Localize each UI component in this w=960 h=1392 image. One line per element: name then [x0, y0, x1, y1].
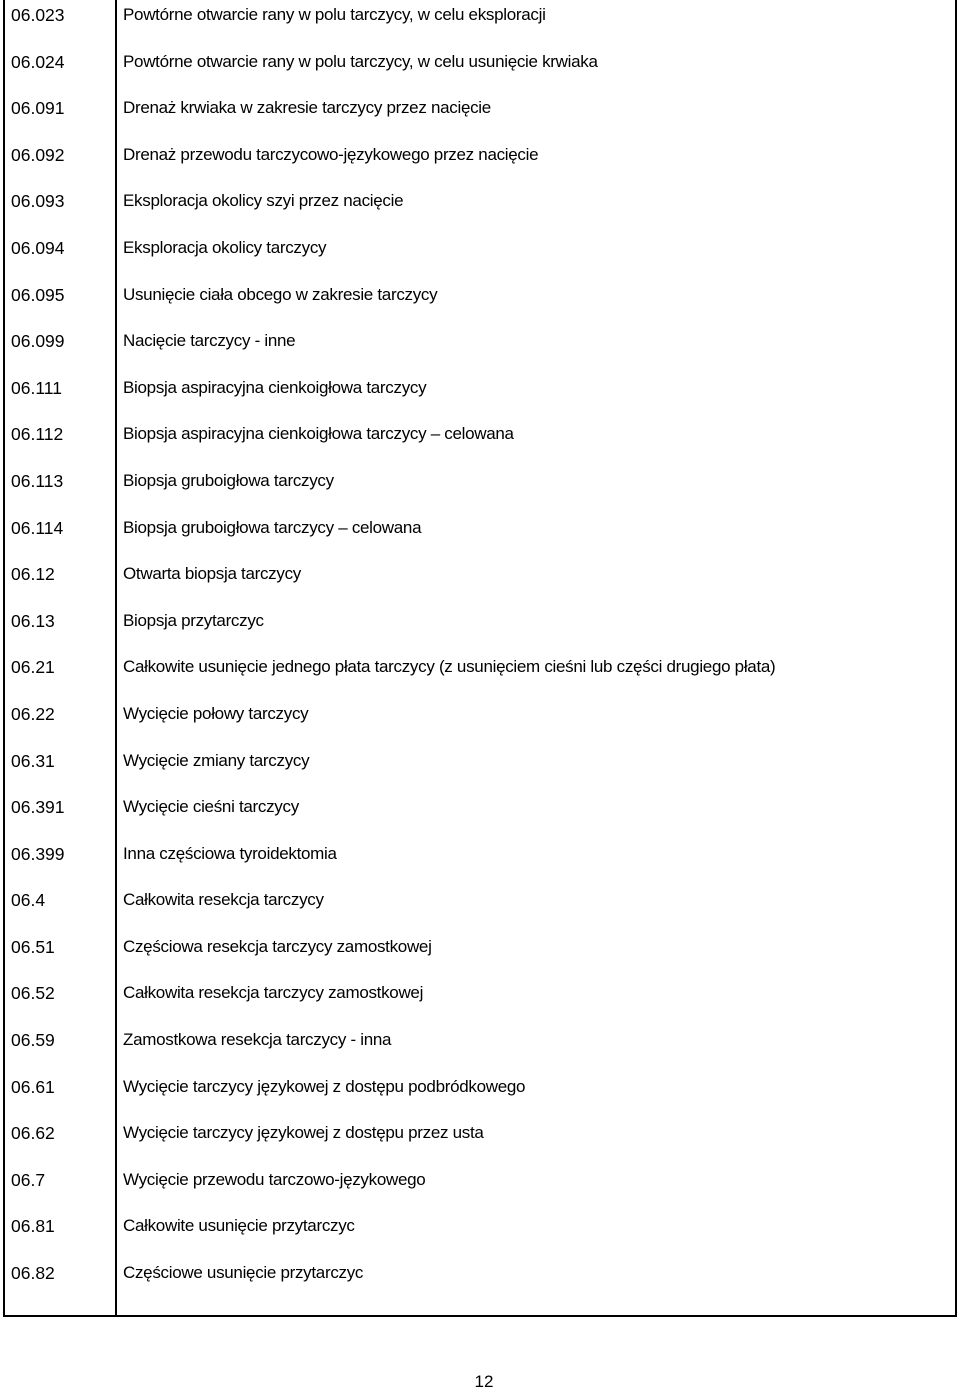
procedure-code-cell: 06.12 [4, 559, 116, 606]
procedure-code-cell: 06.81 [4, 1211, 116, 1258]
procedure-code-cell: 06.113 [4, 466, 116, 513]
procedure-description-cell: Nacięcie tarczycy - inne [116, 326, 956, 373]
procedure-description-cell: Całkowita resekcja tarczycy zamostkowej [116, 978, 956, 1025]
procedure-description-cell: Wycięcie tarczycy językowej z dostępu podbródkowego [116, 1072, 956, 1119]
procedure-description-cell: Otwarta biopsja tarczycy [116, 559, 956, 606]
procedure-code-cell: 06.61 [4, 1072, 116, 1119]
procedure-description-cell: Wycięcie przewodu tarczowo-językowego [116, 1165, 956, 1212]
procedure-description-cell: Biopsja gruboigłowa tarczycy – celowana [116, 513, 956, 560]
procedure-description-cell: Częściowa resekcja tarczycy zamostkowej [116, 932, 956, 979]
procedure-code-table [3, 0, 957, 1317]
procedure-description-cell: Wycięcie tarczycy językowej z dostępu przez usta [116, 1118, 956, 1165]
table-row [4, 699, 956, 746]
procedure-code-cell: 06.093 [4, 186, 116, 233]
procedure-code-cell: 06.023 [4, 0, 116, 47]
procedure-code-cell: 06.13 [4, 606, 116, 653]
procedure-description-cell: Biopsja gruboigłowa tarczycy [116, 466, 956, 513]
table-row [4, 280, 956, 327]
table-row [4, 746, 956, 793]
table-row [4, 1258, 956, 1316]
procedure-table-container [3, 0, 957, 1317]
procedure-description-cell: Eksploracja okolicy tarczycy [116, 233, 956, 280]
procedure-code-cell: 06.22 [4, 699, 116, 746]
procedure-code-cell: 06.091 [4, 93, 116, 140]
procedure-code-cell: 06.399 [4, 839, 116, 886]
procedure-description-cell: Całkowite usunięcie jednego płata tarczycy (z usunięciem cieśni lub części drugiego płata) [116, 652, 956, 699]
table-row [4, 792, 956, 839]
procedure-description-cell: Powtórne otwarcie rany w polu tarczycy, w celu usunięcie krwiaka [116, 47, 956, 94]
procedure-code-cell: 06.62 [4, 1118, 116, 1165]
table-row [4, 140, 956, 187]
table-row [4, 652, 956, 699]
procedure-description-cell: Całkowite usunięcie przytarczyc [116, 1211, 956, 1258]
table-row [4, 1025, 956, 1072]
procedure-description-cell: Biopsja przytarczyc [116, 606, 956, 653]
table-row [4, 93, 956, 140]
procedure-code-cell: 06.31 [4, 746, 116, 793]
page-number: 12 [474, 1372, 494, 1391]
procedure-code-cell: 06.094 [4, 233, 116, 280]
procedure-description-cell: Całkowita resekcja tarczycy [116, 885, 956, 932]
procedure-code-cell: 06.095 [4, 280, 116, 327]
table-row [4, 932, 956, 979]
procedure-code-cell: 06.111 [4, 373, 116, 420]
table-row [4, 513, 956, 560]
table-row [4, 326, 956, 373]
procedure-code-cell: 06.21 [4, 652, 116, 699]
procedure-description-cell: Drenaż przewodu tarczycowo-językowego przez nacięcie [116, 140, 956, 187]
procedure-description-cell: Wycięcie połowy tarczycy [116, 699, 956, 746]
procedure-code-cell: 06.114 [4, 513, 116, 560]
table-row [4, 47, 956, 94]
procedure-description-cell: Drenaż krwiaka w zakresie tarczycy przez nacięcie [116, 93, 956, 140]
procedure-description-cell: Wycięcie zmiany tarczycy [116, 746, 956, 793]
procedure-description-cell: Częściowe usunięcie przytarczyc [116, 1258, 956, 1316]
table-row [4, 1165, 956, 1212]
table-row [4, 1118, 956, 1165]
procedure-code-cell: 06.024 [4, 47, 116, 94]
table-row [4, 978, 956, 1025]
procedure-description-cell: Eksploracja okolicy szyi przez nacięcie [116, 186, 956, 233]
table-row [4, 1211, 956, 1258]
table-row [4, 466, 956, 513]
procedure-description-cell: Inna częściowa tyroidektomia [116, 839, 956, 886]
table-row [4, 1072, 956, 1119]
table-row [4, 419, 956, 466]
table-row [4, 373, 956, 420]
procedure-code-cell: 06.59 [4, 1025, 116, 1072]
procedure-description-cell: Biopsja aspiracyjna cienkoigłowa tarczycy [116, 373, 956, 420]
procedure-code-cell: 06.7 [4, 1165, 116, 1212]
procedure-code-cell: 06.4 [4, 885, 116, 932]
procedure-description-cell: Wycięcie cieśni tarczycy [116, 792, 956, 839]
table-row [4, 233, 956, 280]
table-row [4, 559, 956, 606]
procedure-code-cell: 06.112 [4, 419, 116, 466]
procedure-description-cell: Zamostkowa resekcja tarczycy - inna [116, 1025, 956, 1072]
procedure-code-cell: 06.82 [4, 1258, 116, 1316]
procedure-description-cell: Usunięcie ciała obcego w zakresie tarczycy [116, 280, 956, 327]
procedure-code-cell: 06.099 [4, 326, 116, 373]
table-row [4, 839, 956, 886]
procedure-code-cell: 06.52 [4, 978, 116, 1025]
table-row [4, 0, 956, 47]
table-row [4, 186, 956, 233]
procedure-table-body [4, 0, 956, 1316]
procedure-code-cell: 06.51 [4, 932, 116, 979]
procedure-code-cell: 06.092 [4, 140, 116, 187]
table-row [4, 606, 956, 653]
procedure-description-cell: Powtórne otwarcie rany w polu tarczycy, w celu eksploracji [116, 0, 956, 47]
table-row [4, 885, 956, 932]
procedure-description-cell: Biopsja aspiracyjna cienkoigłowa tarczycy – celowana [116, 419, 956, 466]
procedure-code-cell: 06.391 [4, 792, 116, 839]
